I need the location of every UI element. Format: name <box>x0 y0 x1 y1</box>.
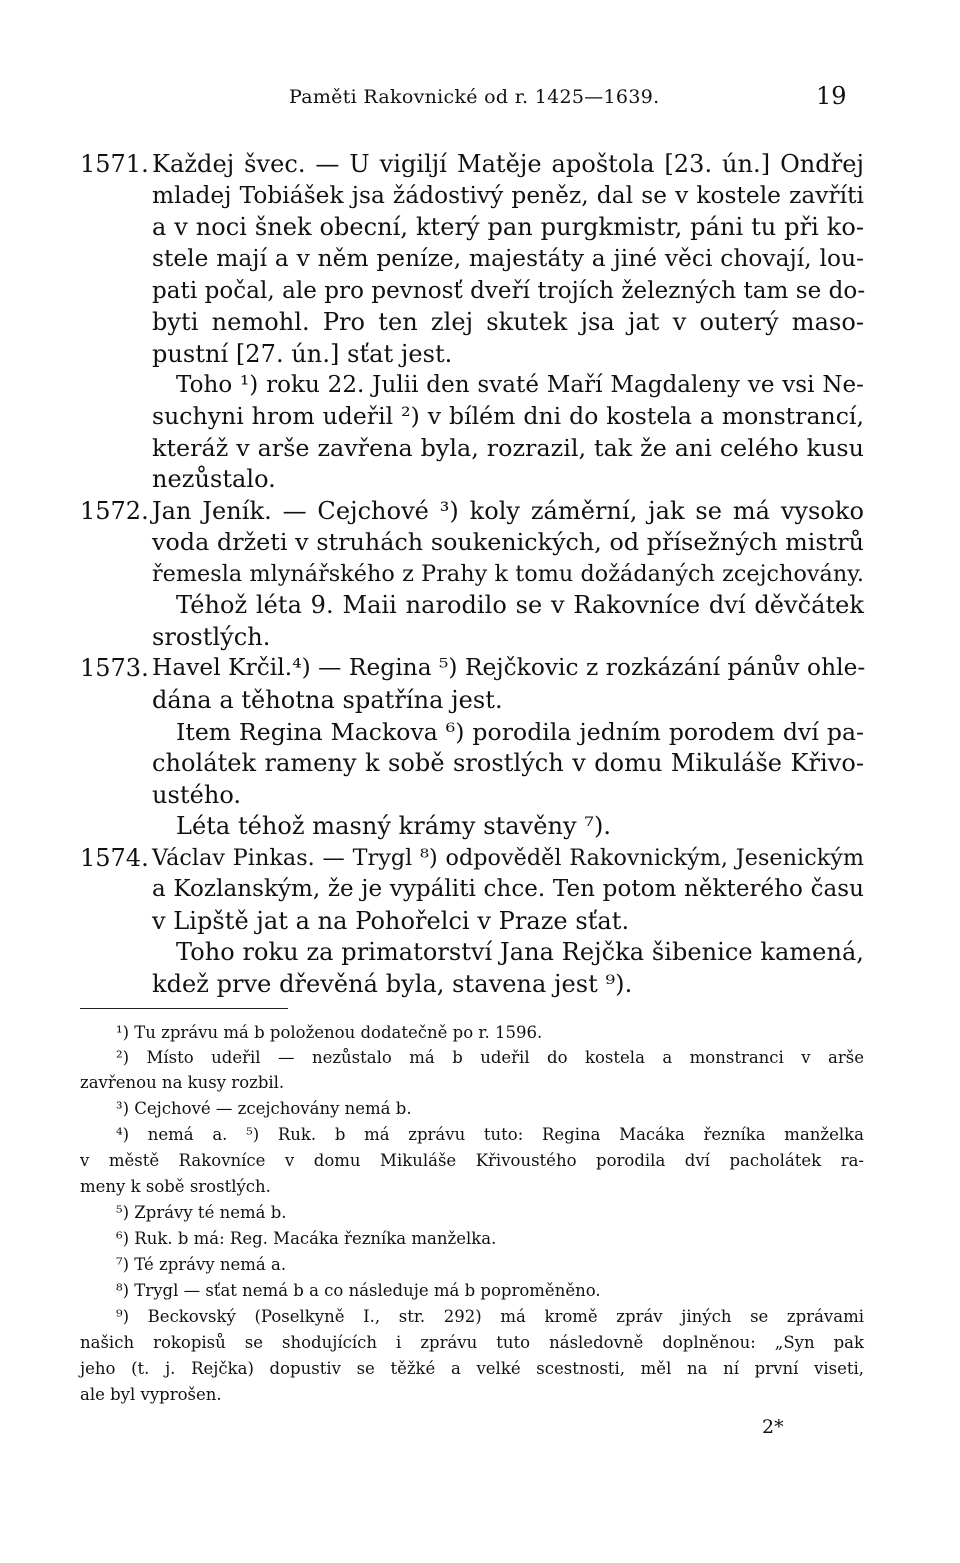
text-line: byti nemohl. Pro ten zlej skutek jsa jat v outerý maso- <box>152 308 864 336</box>
text-line: Toho ¹) roku 22. Julii den svaté Maří Magdaleny ve vsi Ne- <box>176 372 864 398</box>
text-line: srostlých. <box>152 623 271 651</box>
text-line: mladej Tobiášek jsa žádostivý peněz, dal se v kostele zavříti <box>152 182 864 209</box>
footnote-line: ale byl vyprošen. <box>80 1385 222 1404</box>
footnote-line: ⁹) Beckovský (Poselkyně I., str. 292) má kromě zpráv jiných se zprávami <box>116 1307 864 1326</box>
footnote-line: ¹) Tu zprávu má b položenou dodatečně po r. 1596. <box>116 1023 543 1042</box>
footnote-line: meny k sobě srostlých. <box>80 1177 271 1196</box>
footnote-line: zavřenou na kusy rozbil. <box>80 1073 285 1092</box>
text-line: dána a těhotna spatřína jest. <box>152 686 503 714</box>
footnote-line: ⁸) Trygl — sťat nemá b a co následuje má b poproměněno. <box>116 1281 601 1300</box>
footnote-line: ³) Cejchové — zcejchovány nemá b. <box>116 1099 412 1118</box>
text-line: Item Regina Mackova ⁶) porodila jedním porodem dví pa- <box>176 718 864 746</box>
text-line: řemesla mlynářského z Prahy k tomu dožádaných zcejchovány. <box>152 561 864 587</box>
page-number: 19 <box>816 82 847 110</box>
footnote-rule <box>80 1008 288 1009</box>
signature-mark: 2* <box>762 1416 784 1438</box>
year-1574: 1574. <box>80 844 149 872</box>
footnote-line: ⁵) Zprávy té nemá b. <box>116 1203 287 1222</box>
text-line: stele mají a v něm peníze, majestáty a jiné věci chovají, lou- <box>152 245 864 272</box>
text-line: Havel Krčil.⁴) — Regina ⁵) Rejčkovic z rozkázání pánův ohle- <box>152 654 866 681</box>
running-title: Paměti Rakovnické od r. 1425—1639. <box>289 86 660 108</box>
text-line: pati počal, ale pro pevnosť dveří trojích železných tam se do- <box>152 278 866 304</box>
text-line: ustého. <box>152 781 242 809</box>
text-line: a v noci šnek obecní, který pan purgkmistr, páni tu při ko- <box>152 213 864 241</box>
text-line: Téhož léta 9. Maii narodilo se v Rakovníce dví děvčátek <box>176 591 864 619</box>
text-line: Léta téhož masný krámy stavěny ⁷). <box>176 812 612 840</box>
text-line: kdež prve dřevěná byla, stavena jest ⁹). <box>152 970 633 998</box>
text-line: Toho roku za primatorství Jana Rejčka šibenice kamená, <box>176 938 864 966</box>
year-1571: 1571. <box>80 150 149 178</box>
text-line: Václav Pinkas. — Trygl ⁸) odpověděl Rakovnickým, Jesenickým <box>152 845 864 871</box>
text-line: cholátek rameny k sobě srostlých v domu Mikuláše Křivo- <box>152 749 864 777</box>
year-1573: 1573. <box>80 654 149 682</box>
text-line: a Kozlanským, že je vypáliti chce. Ten potom některého času <box>152 876 864 902</box>
footnote-line: ⁷) Té zprávy nemá a. <box>116 1255 287 1274</box>
text-line: kteráž v arše zavřena byla, rozrazil, tak že ani celého kusu <box>152 434 864 462</box>
text-line: voda držeti v struhách soukenických, od přísežných mistrů <box>152 528 864 556</box>
footnote-line: jeho (t. j. Rejčka) dopustiv se těžké a velké scestnosti, měl na ní první viseti, <box>80 1359 864 1378</box>
footnote-line: ⁶) Ruk. b má: Reg. Macáka řezníka manželka. <box>116 1229 497 1248</box>
year-1572: 1572. <box>80 497 149 525</box>
text-line: suchyni hrom udeřil ²) v bílém dni do kostela a monstrancí, <box>152 402 864 430</box>
text-line: pustní [27. ún.] sťat jest. <box>152 340 453 368</box>
text-line: nezůstalo. <box>152 465 276 493</box>
text-line: v Lipště jat a na Pohořelci v Praze sťat. <box>152 907 630 935</box>
footnote-line: v městě Rakovníce v domu Mikuláše Křivoustého porodila dví pacholátek ra- <box>80 1151 864 1170</box>
page-header <box>0 82 960 116</box>
footnote-line: ⁴) nemá a. ⁵) Ruk. b má zprávu tuto: Regina Macáka řezníka manželka <box>116 1125 864 1144</box>
text-line: Každej švec. — U vigiljí Matěje apoštola [23. ún.] Ondřej <box>152 150 864 178</box>
footnote-line: našich rokopisů se shodujících i zprávu tuto následovně doplněnou: „Syn pak <box>80 1333 864 1352</box>
text-line: Jan Jeník. — Cejchové ³) koly záměrní, jak se má vysoko <box>152 497 864 525</box>
footnote-line: ²) Místo udeřil — nezůstalo má b udeřil do kostela a monstranci v arše <box>116 1048 864 1067</box>
